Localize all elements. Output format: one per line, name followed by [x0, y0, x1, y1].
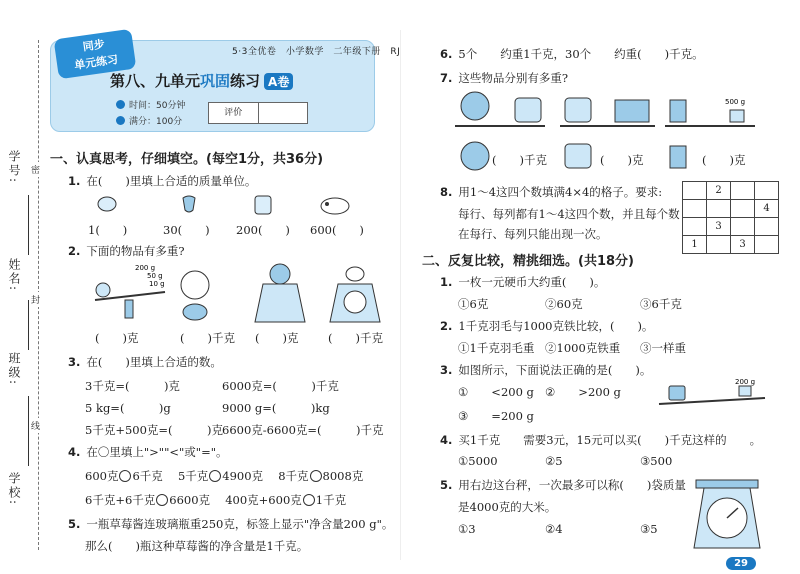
svg-text:10 g: 10 g [149, 280, 165, 288]
choice-3-opt-c[interactable]: ③ =200 g [458, 409, 534, 423]
question-7: 7. 这些物品分别有多重? [440, 71, 569, 85]
q3-row3-left[interactable]: 5千克+500克=( )克 [85, 423, 224, 437]
school-label: 学校: [7, 472, 21, 507]
choice-4-opt-a[interactable]: ①5000 [458, 454, 498, 468]
q2-scale-illustrations [85, 260, 395, 325]
q7-answer-2[interactable]: ( )克 [600, 153, 644, 167]
class-label: 班级: [7, 352, 21, 387]
choice-5: 5. 用右边这台秤，一次最多可以称( )袋质量 [440, 478, 686, 492]
choice-4-opt-b[interactable]: ②5 [545, 454, 563, 468]
svg-text:50 g: 50 g [147, 272, 163, 280]
seal-word-mi: 密 [31, 162, 40, 177]
question-5: 5. 一瓶草莓酱连玻璃瓶重250克，标签上显示"净含量200 g"。 [68, 517, 394, 531]
q1-blank-3[interactable]: 200( ) [236, 223, 290, 237]
choice-2: 2. 1千克羽毛与1000克铁比较，( )。 [440, 319, 654, 333]
bag-icon [515, 98, 541, 122]
kitchen-scale-illustration [688, 470, 766, 550]
jar-icon [255, 196, 271, 214]
question-4: 4. 在〇里填上">""<"或"="。 [68, 445, 228, 459]
student-id-line [28, 195, 29, 255]
strawberry-icon [183, 196, 195, 212]
compare-circle[interactable] [119, 470, 131, 482]
question-8-line3: 在每行、每列只能出现一次。 [458, 227, 608, 241]
evaluation-box: 评价 [208, 102, 308, 124]
q7-answer-3[interactable]: ( )克 [702, 153, 746, 167]
choice-5-opt-b[interactable]: ②4 [545, 522, 563, 536]
q2-answer-3[interactable]: ( )克 [255, 331, 299, 345]
choice-4: 4. 买1千克 需要3元，15元可以买( )千克这样的 。 [440, 433, 762, 447]
svg-text:500 g: 500 g [725, 98, 746, 106]
choice-4-opt-c[interactable]: ③500 [640, 454, 673, 468]
q2-answer-1[interactable]: ( )克 [95, 331, 139, 345]
column-divider [400, 30, 401, 560]
cow-icon [321, 198, 349, 214]
scale-grapes-icon [255, 284, 305, 322]
choice-5-opt-a[interactable]: ①3 [458, 522, 476, 536]
series-tag: 同步 单元练习 [54, 29, 137, 79]
clock-icon [116, 100, 125, 109]
version-badge: A卷 [264, 73, 293, 90]
q2-answer-4[interactable]: ( )千克 [328, 331, 383, 345]
choice-3-opt-b[interactable]: ② >200 g [545, 385, 621, 399]
class-line [28, 396, 29, 466]
compare-circle[interactable] [303, 494, 315, 506]
q1-blank-1[interactable]: 1( ) [88, 223, 128, 237]
choice-5-opt-c[interactable]: ③5 [640, 522, 658, 536]
q3-row1-right[interactable]: 6000克=( )千克 [222, 379, 339, 393]
check-icon [116, 116, 125, 125]
q3-row3-right[interactable]: 6600克-6600克=( )千克 [222, 423, 384, 437]
apple-icon [96, 283, 110, 297]
q2-answer-2[interactable]: ( )千克 [180, 331, 235, 345]
q1-blank-4[interactable]: 600( ) [310, 223, 364, 237]
watermelon-icon [461, 92, 489, 120]
seal-word-feng: 封 [31, 292, 40, 307]
choice-3-opt-a[interactable]: ① <200 g [458, 385, 534, 399]
compare-circle[interactable] [310, 470, 322, 482]
compare-circle[interactable] [209, 470, 221, 482]
spring-scale-icon [181, 271, 209, 299]
choice-1-opt-c[interactable]: ③6千克 [640, 297, 682, 311]
cabbage-icon [98, 197, 116, 211]
q1-blank-2[interactable]: 30( ) [163, 223, 210, 237]
choice-2-opt-c[interactable]: ③一样重 [640, 341, 686, 355]
page-title: 第八、九单元巩固练习 A卷 [110, 70, 293, 91]
q4-row-1: 600克 6千克 5千克 4900克 8千克 8008克 [85, 469, 364, 483]
question-8-line2: 每行、每列都有1～4这四个数，并且每个数 [458, 207, 680, 221]
score-info: 满分：100分 [116, 114, 182, 127]
time-info: 时间：50分钟 [116, 98, 185, 111]
choice-5-line2: 是4000克的大米。 [458, 500, 557, 514]
seal-word-xian: 线 [31, 418, 40, 433]
sudoku-grid: 2 4 3 1 3 [682, 181, 779, 254]
page-number: 29 [726, 557, 756, 570]
cup-balance-illustration [655, 378, 775, 416]
name-label: 姓名: [7, 258, 21, 293]
choice-1-opt-b[interactable]: ②60克 [545, 297, 583, 311]
weight-icon [730, 110, 744, 122]
q4-row-2: 6千克+6千克 6600克 400克+600克 1千克 [85, 493, 347, 507]
snack-packs-icon [615, 100, 649, 122]
question-2: 2. 下面的物品有多重? [68, 244, 185, 258]
q1-item-icons [95, 192, 395, 220]
choice-3: 3. 如图所示，下面说法正确的是( )。 [440, 363, 652, 377]
compare-circle[interactable] [156, 494, 168, 506]
question-1: 1. 在( )里填上合适的质量单位。 [68, 174, 257, 188]
q7-answer-1[interactable]: ( )千克 [492, 153, 547, 167]
choice-1-opt-a[interactable]: ①6克 [458, 297, 489, 311]
series-text: 5·3全优卷 小学数学 二年级下册 RJ [232, 47, 401, 57]
svg-text:200 g: 200 g [135, 264, 156, 272]
section-1-heading: 一、认真思考，仔细填空。(每空1分，共36分) [50, 152, 324, 167]
student-id-label: 学号: [7, 150, 21, 185]
choice-1: 1. 一枚一元硬币大约重( )。 [440, 275, 606, 289]
weight-icon [739, 386, 751, 396]
question-5-line2[interactable]: 那么( )瓶这种草莓酱的净含量是1千克。 [85, 539, 309, 553]
q3-row2-right[interactable]: 9000 g=( )kg [222, 401, 330, 415]
q3-row1-left[interactable]: 3千克=( )克 [85, 379, 180, 393]
q3-row2-left[interactable]: 5 kg=( )g [85, 401, 171, 415]
cup-icon [669, 386, 685, 400]
choice-2-opt-b[interactable]: ②1000克铁重 [545, 341, 621, 355]
svg-text:200 g: 200 g [735, 378, 756, 386]
question-3: 3. 在( )里填上合适的数。 [68, 355, 222, 369]
question-8: 8. 用1～4这四个数填满4×4的格子。要求: [440, 185, 663, 199]
section-2-heading: 二、反复比较，精挑细选。(共18分) [422, 254, 634, 269]
choice-2-opt-a[interactable]: ①1千克羽毛重 [458, 341, 535, 355]
question-6: 6. 5个 约重1千克，30个 约重( )千克。 [440, 47, 704, 61]
name-line [28, 300, 29, 350]
